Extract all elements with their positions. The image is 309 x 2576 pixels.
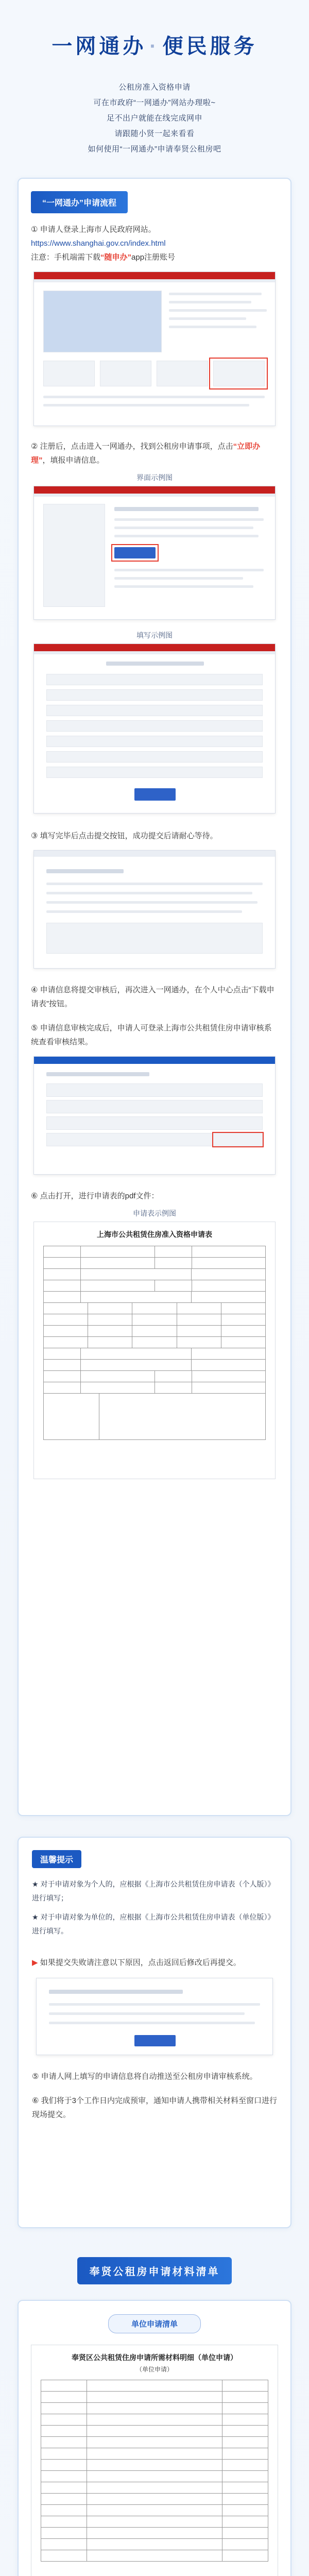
step-1-note [31, 250, 278, 264]
screenshot-submit-button [134, 788, 176, 801]
screenshot-tile [157, 361, 208, 386]
application-form-grid [43, 1246, 266, 1440]
screenshot-tile [43, 361, 95, 386]
screenshot-line [114, 585, 253, 588]
step-6 [31, 1189, 278, 1203]
step-1-text: ① 申请人登录上海市人民政府网站。 [31, 225, 156, 234]
screenshot-field [46, 689, 263, 701]
application-form-image [33, 1222, 276, 1479]
unit-table-title: 奉贤区公共租赁住房申请所需材料明细（单位申请） [72, 2353, 237, 2362]
screenshot-line [46, 869, 124, 873]
screenshot-highlight [212, 1132, 264, 1147]
hero-title-b: 便民服务 [162, 35, 258, 58]
screenshot-line [43, 396, 265, 398]
tips-head [32, 1850, 81, 1868]
materials-section [0, 2257, 309, 2576]
screenshot-field [46, 674, 263, 685]
screenshot-panel [46, 923, 263, 954]
service-page-screenshot [33, 486, 276, 620]
step-6-text: ⑥ 点击打开，进行申请表的pdf文件： [31, 1192, 159, 1200]
step-4 [31, 983, 278, 1011]
step-3 [31, 829, 278, 843]
screenshot-banner [43, 291, 162, 352]
tip-auto-push: ⑤ 申请人网上填写的申请信息将自动推送至公租房申请审核系统。 [32, 2072, 258, 2081]
flow-tag: “一网通办”申请流程 [31, 191, 128, 213]
step-2-hl: “立即办理” [31, 442, 261, 465]
screenshot-field [46, 767, 263, 778]
tip-warning-text: 如果提交失败请注意以下原因，点击返回后修改后再提交。 [40, 1958, 241, 1967]
step-2-post: ，填报申请信息。 [42, 456, 105, 465]
intro-line: 可在市政府“一网通办”网站办理啦~ [93, 98, 216, 107]
screenshot-nav-bar [34, 851, 275, 857]
unit-table-grid [41, 2380, 268, 2562]
screenshot-highlight [209, 358, 268, 389]
screenshot-field [46, 705, 263, 716]
step-3-text: ③ 填写完毕后点击提交按钮，成功提交后请耐心等待。 [31, 832, 218, 840]
form-screenshot [33, 643, 276, 814]
screenshot-line [169, 301, 251, 303]
error-popup-screenshot [36, 1978, 273, 2055]
step-4-text: ④ 申请信息将提交审核后，再次进入一网通办，在个人中心点击“下载申请表”按钮。 [31, 986, 274, 1008]
screenshot-line [49, 2022, 255, 2024]
screenshot-line [46, 892, 252, 894]
screenshot-highlight [111, 544, 159, 562]
intro-line: 足不出户就能在线完成网申 [106, 114, 202, 123]
caption-application: 申请表示例图 [133, 1209, 176, 1217]
tips-section [18, 1837, 291, 2228]
tip-warning [32, 1956, 277, 1970]
screenshot-line [169, 293, 262, 295]
screenshot-line [114, 535, 259, 537]
screenshot-header-bar [34, 644, 275, 651]
tip-unit: ★ 对于申请对象为单位的，应根据《上海市公共租赁住房申请表（单位版）》进行填写。 [32, 1913, 275, 1935]
tip-personal: ★ 对于申请对象为个人的，应根据《上海市公共租赁住房申请表（个人版）》进行填写； [32, 1880, 275, 1902]
screenshot-line [169, 317, 246, 320]
hero-title-a: 一网通办 [52, 35, 147, 58]
intro-line: 公租房准入资格申请 [118, 83, 191, 92]
screenshot-nav-bar [34, 651, 275, 654]
step-2-pre: ② 注册后，点击进入一网通办，找到公租房申请事项，点击 [31, 442, 233, 451]
hero-title [0, 30, 309, 59]
step-2 [31, 439, 278, 467]
screenshot-line [46, 883, 263, 885]
unit-materials-table-image [31, 2345, 278, 2576]
screenshot-back-button [134, 2035, 176, 2046]
materials-title: 奉贤公租房申请材料清单 [77, 2257, 232, 2284]
hero [0, 0, 309, 157]
gov-homepage-screenshot [33, 272, 276, 426]
screenshot-header-bar [34, 272, 275, 279]
unit-table-subtitle: （单位申请） [135, 2366, 173, 2373]
application-form-title: 上海市公共租赁住房准入资格申请表 [97, 1230, 212, 1239]
unit-list-pill: 单位申请清单 [108, 2314, 201, 2333]
caption-home: 界面示例图 [136, 473, 173, 482]
screenshot-line [49, 2003, 260, 2006]
tip-prereview: ⑥ 我们将于3个工作日内完成预审，通知申请人携带相关材料至窗口进行现场提交。 [32, 2096, 277, 2119]
screenshot-line [114, 527, 253, 529]
tips-head-label: 温馨提示 [40, 1856, 74, 1865]
screenshot-header-bar [34, 486, 275, 494]
review-system-screenshot [33, 1056, 276, 1175]
screenshot-line [43, 404, 249, 406]
screenshot-line [114, 507, 259, 511]
screenshot-row [46, 1100, 263, 1113]
screenshot-line [106, 662, 204, 666]
screenshot-row [46, 1116, 263, 1130]
screenshot-field [46, 736, 263, 747]
screenshot-nav-bar [34, 279, 275, 282]
screenshot-line [114, 518, 264, 521]
screenshot-line [46, 1072, 149, 1076]
screenshot-field [46, 720, 263, 732]
flow-section [18, 178, 291, 1816]
screenshot-row [46, 1083, 263, 1097]
screenshot-tile [100, 361, 151, 386]
screenshot-field [46, 751, 263, 762]
submit-status-screenshot [33, 850, 276, 969]
step-5-text: ⑤ 申请信息审核完成后，申请人可登录上海市公共租赁住房申请审核系统查看审核结果。 [31, 1024, 272, 1046]
intro-line: 请跟随小贤一起来看看 [114, 129, 195, 138]
intro-text [0, 80, 309, 157]
gov-site-link[interactable]: https://www.shanghai.gov.cn/index.html [31, 239, 166, 248]
intro-line: 如何使用“一网通办”申请奉贤公租房吧 [88, 145, 221, 154]
warning-icon: ▶ [32, 1958, 38, 1967]
screenshot-sidebar [43, 504, 105, 607]
step-2-text [31, 439, 278, 467]
caption-form: 填写示例图 [136, 631, 173, 639]
screenshot-line [46, 910, 242, 913]
screenshot-line [169, 326, 256, 328]
screenshot-line [114, 577, 243, 580]
materials-frame [18, 2300, 291, 2576]
screenshot-nav-bar [34, 494, 275, 497]
screenshot-line [49, 2012, 245, 2015]
screenshot-line [114, 569, 264, 571]
screenshot-header-bar [34, 1057, 275, 1064]
screenshot-line [49, 1990, 183, 1994]
step-1-note-post: app注册账号 [131, 253, 176, 262]
screenshot-line [46, 901, 258, 904]
hero-title-separator: · [149, 35, 160, 58]
step-1 [31, 223, 278, 264]
step-5 [31, 1021, 278, 1049]
step-1-note-pre: 注意：手机端需下载 [31, 253, 101, 262]
step-1-note-hl: “随申办” [100, 253, 132, 262]
screenshot-line [169, 309, 267, 312]
